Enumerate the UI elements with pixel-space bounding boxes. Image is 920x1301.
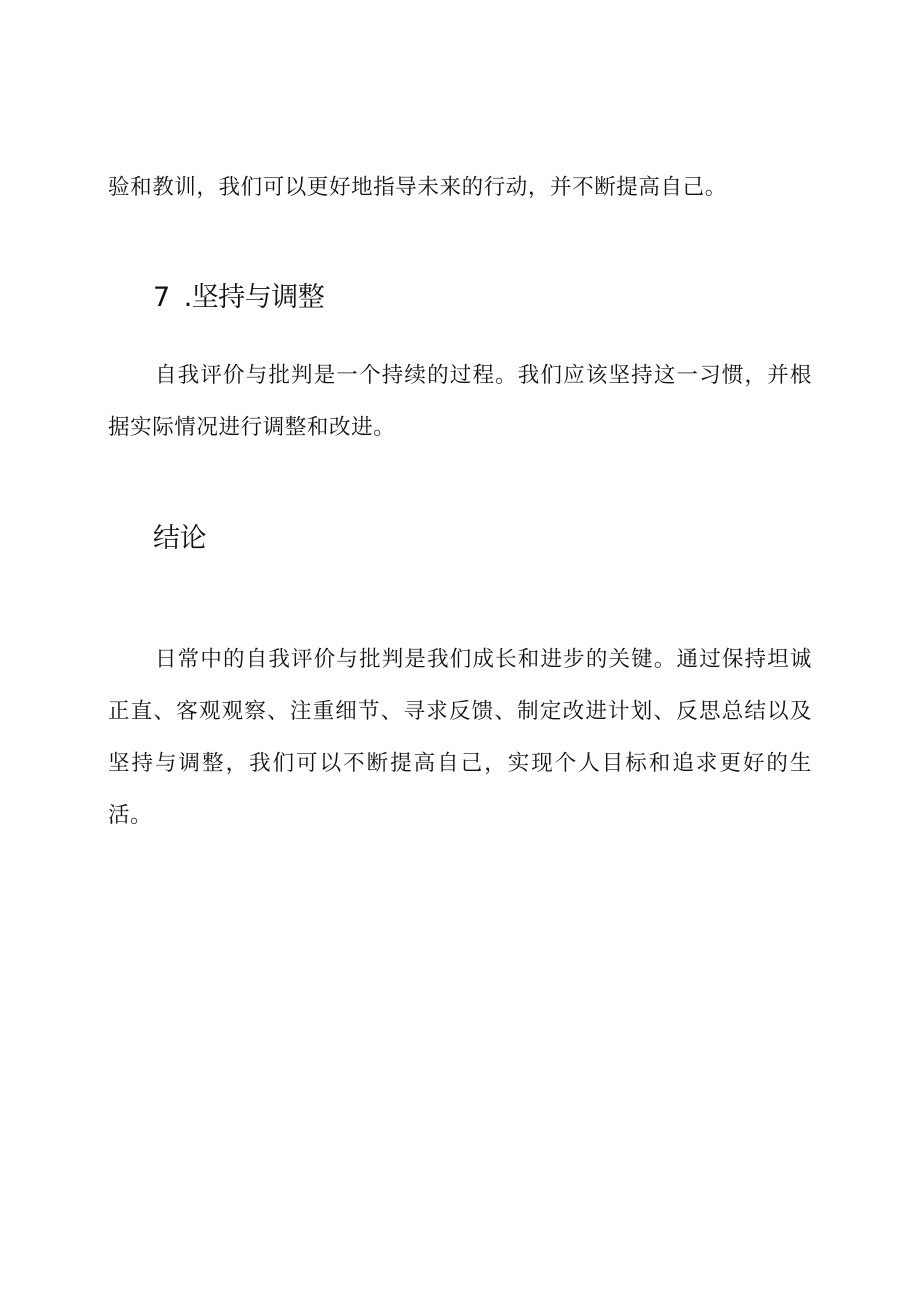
continued-paragraph: 验和教训，我们可以更好地指导未来的行动，并不断提高自己。 xyxy=(108,175,727,200)
section-7-number: 7 xyxy=(153,282,170,313)
conclusion-heading: 结论 xyxy=(153,523,206,554)
section-7-paragraph: 自我评价与批判是一个持续的过程。我们应该坚持这一习惯，并根据实际情况进行调整和改进。 xyxy=(108,363,812,440)
conclusion-paragraph: 日常中的自我评价与批判是我们成长和进步的关键。通过保持坦诚正直、客观观察、注重细节、寻求反馈、制定改进计划、反思总结以及坚持与调整，我们可以不断提高自己，实现个人目标和追求更好的生活。 xyxy=(108,647,812,828)
section-7-title: .坚持与调整 xyxy=(183,282,325,313)
section-7-heading xyxy=(153,280,324,316)
